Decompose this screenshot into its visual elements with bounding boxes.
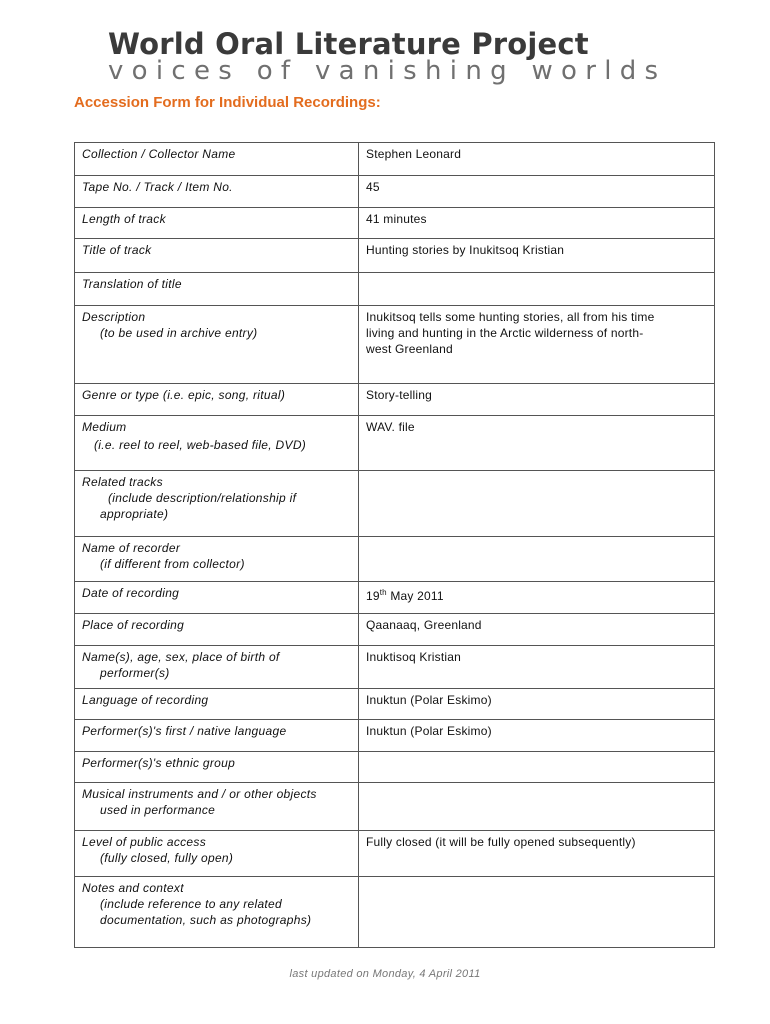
field-value: Inuktun (Polar Eskimo) (359, 720, 715, 752)
field-label: Language of recording (75, 689, 359, 720)
table-row (75, 877, 715, 948)
field-label: Medium (i.e. reel to reel, web-based file, DVD) (75, 416, 359, 471)
field-value: Qaanaaq, Greenland (359, 614, 715, 646)
field-value (359, 877, 715, 948)
table-row (75, 720, 715, 752)
last-updated-footer: last updated on Monday, 4 April 2011 (289, 968, 481, 980)
logo-title: World Oral Literature Project (108, 27, 589, 61)
table-row (75, 306, 715, 384)
table-row (75, 646, 715, 689)
field-label: Performer(s)'s first / native language (75, 720, 359, 752)
field-label: Musical instruments and / or other objects used in performance (75, 783, 359, 831)
field-value: Story-telling (359, 384, 715, 416)
field-label: Name of recorder (if different from collector) (75, 537, 359, 582)
field-label: Date of recording (75, 582, 359, 614)
field-value (359, 471, 715, 537)
table-row (75, 831, 715, 877)
table-row (75, 689, 715, 720)
field-label: Tape No. / Track / Item No. (75, 176, 359, 208)
field-value: 41 minutes (359, 208, 715, 239)
field-label: Performer(s)'s ethnic group (75, 752, 359, 783)
field-value: Stephen Leonard (359, 143, 715, 176)
field-label: Notes and context (include reference to any related documentation, such as photographs) (75, 877, 359, 948)
field-value: WAV. file (359, 416, 715, 471)
table-row (75, 416, 715, 471)
field-label: Translation of title (75, 273, 359, 306)
field-value: Inuktun (Polar Eskimo) (359, 689, 715, 720)
table-row (75, 143, 715, 176)
field-label: Level of public access (fully closed, fully open) (75, 831, 359, 877)
field-value: Hunting stories by Inukitsoq Kristian (359, 239, 715, 273)
table-row (75, 752, 715, 783)
field-label: Name(s), age, sex, place of birth of performer(s) (75, 646, 359, 689)
field-label: Length of track (75, 208, 359, 239)
field-label: Description (to be used in archive entry) (75, 306, 359, 384)
table-row (75, 783, 715, 831)
field-value: Inukitsoq tells some hunting stories, all from his time living and hunting in the Arctic wilderness of north- west Greenland (359, 306, 715, 384)
field-value (359, 537, 715, 582)
table-row (75, 537, 715, 582)
table-row (75, 471, 715, 537)
table-row (75, 176, 715, 208)
table-row (75, 208, 715, 239)
field-value (359, 273, 715, 306)
form-title: Accession Form for Individual Recordings: (74, 94, 381, 111)
field-value (359, 783, 715, 831)
table-row (75, 273, 715, 306)
field-label: Genre or type (i.e. epic, song, ritual) (75, 384, 359, 416)
field-label: Title of track (75, 239, 359, 273)
field-value: 19th May 2011 (359, 582, 715, 614)
table-row (75, 582, 715, 614)
logo-subtitle: voices of vanishing worlds (108, 56, 667, 86)
field-value: 45 (359, 176, 715, 208)
table-row (75, 614, 715, 646)
field-value (359, 752, 715, 783)
accession-form-table (74, 142, 715, 948)
table-row (75, 239, 715, 273)
field-label: Collection / Collector Name (75, 143, 359, 176)
field-value: Inuktisoq Kristian (359, 646, 715, 689)
field-label: Related tracks (include description/relationship if appropriate) (75, 471, 359, 537)
table-row (75, 384, 715, 416)
project-logo (108, 26, 668, 84)
field-label: Place of recording (75, 614, 359, 646)
field-value: Fully closed (it will be fully opened subsequently) (359, 831, 715, 877)
